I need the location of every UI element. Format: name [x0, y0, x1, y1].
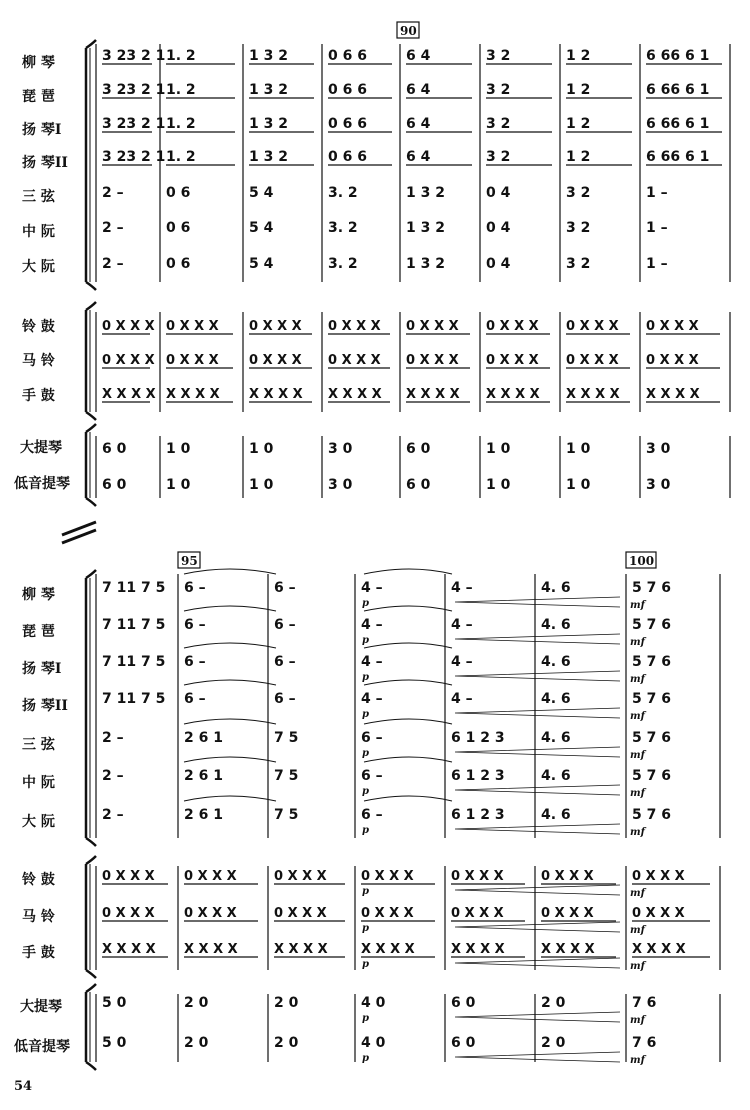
- label2-daruan: 大 阮: [22, 814, 55, 830]
- s1-string-r2-m0: 2 –: [102, 256, 124, 272]
- system1-labels: [14, 54, 70, 492]
- s1-low-r0-m1: 1 0: [166, 441, 191, 457]
- s1-perc-r0-m4: 0 X X X: [406, 319, 459, 334]
- s1-string-r2-m3: 3. 2: [328, 256, 358, 272]
- s2-low-r0-m1: 2 0: [184, 995, 209, 1011]
- s2-plucked-r1-m0: 7 11 7 5: [102, 617, 166, 633]
- s1-perc-r0-m1: 0 X X X: [166, 319, 219, 334]
- s1-plucked-r0-m7: 6 66 6 1: [646, 48, 710, 64]
- s2-dynamic-mf: mf: [630, 827, 645, 838]
- s1-string-r2-m4: 1 3 2: [406, 256, 445, 272]
- s2-perc-r2-m5: X X X X: [541, 942, 595, 957]
- s2-plucked-r2-m4: 4 –: [451, 654, 473, 670]
- s1-string-r0-m2: 5 4: [249, 185, 274, 201]
- label-daruan: 大 阮: [22, 259, 55, 275]
- s2-tie: [184, 757, 276, 762]
- s2-perc-r1-m2: 0 X X X: [274, 906, 327, 921]
- label-shougu: 手 鼓: [22, 388, 55, 404]
- s2-dynamic-mf: mf: [630, 637, 645, 648]
- system2-dynamics: [362, 597, 647, 1066]
- rehearsal-mark-100: 100: [629, 554, 655, 568]
- label2-sanxian: 三 弦: [22, 737, 55, 753]
- s1-string-r2-m1: 0 6: [166, 256, 191, 272]
- s2-crescendo: [455, 785, 620, 795]
- s2-string-r0-m1: 2 6 1: [184, 730, 223, 746]
- system-2: [14, 552, 720, 1070]
- s2-perc-r2-m6: X X X X: [632, 942, 686, 957]
- s1-string-r2-m2: 5 4: [249, 256, 274, 272]
- label2-maling: 马 铃: [22, 909, 55, 925]
- s2-dynamic-mf: mf: [630, 1015, 645, 1026]
- s2-dynamic-mf: mf: [630, 674, 645, 685]
- s2-dynamic-mf: mf: [630, 1055, 645, 1066]
- s2-string-r1-m3: 6 –: [361, 768, 383, 784]
- system2-plucked-rows: [102, 580, 671, 707]
- s2-low-r0-m3: 4 0: [361, 995, 386, 1011]
- s1-string-r1-m7: 1 –: [646, 220, 668, 236]
- label2-bass: 低音提琴: [14, 1039, 70, 1055]
- s2-dynamic-p: p: [362, 1053, 369, 1064]
- s2-string-r1-m0: 2 –: [102, 768, 124, 784]
- s1-plucked-r3-m7: 6 66 6 1: [646, 149, 710, 165]
- s2-perc-r0-m1: 0 X X X: [184, 869, 237, 884]
- s1-perc-r0-m5: 0 X X X: [486, 319, 539, 334]
- label-yangqin2: 扬 琴II: [22, 155, 68, 171]
- s1-plucked-r0-m1: 1. 2: [166, 48, 196, 64]
- s2-plucked-r0-m0: 7 11 7 5: [102, 580, 166, 596]
- s1-perc-r1-m7: 0 X X X: [646, 353, 699, 368]
- label-cello: 大提琴: [20, 440, 62, 456]
- s1-low-r1-m2: 1 0: [249, 477, 274, 493]
- s2-plucked-r1-m4: 4 –: [451, 617, 473, 633]
- s1-low-r0-m5: 1 0: [486, 441, 511, 457]
- s2-tie: [184, 796, 276, 801]
- s2-dynamic-p: p: [362, 748, 369, 759]
- s2-crescendo: [455, 597, 620, 607]
- s1-string-r0-m3: 3. 2: [328, 185, 358, 201]
- s1-plucked-r0-m5: 3 2: [486, 48, 511, 64]
- s2-dynamic-mf: mf: [630, 888, 645, 899]
- s1-low-r0-m7: 3 0: [646, 441, 671, 457]
- s2-dynamic-mf: mf: [630, 600, 645, 611]
- s1-plucked-r3-m4: 6 4: [406, 149, 431, 165]
- s2-dynamic-p: p: [362, 1013, 369, 1024]
- s1-string-r0-m0: 2 –: [102, 185, 124, 201]
- s2-tie: [184, 569, 276, 574]
- s1-string-r1-m1: 0 6: [166, 220, 191, 236]
- s2-perc-r0-m0: 0 X X X: [102, 869, 155, 884]
- s2-crescendo: [455, 671, 620, 681]
- s1-low-r1-m0: 6 0: [102, 477, 127, 493]
- s2-crescendo: [455, 824, 620, 834]
- label-yangqin1: 扬 琴I: [22, 122, 62, 138]
- s2-plucked-r1-m3: 4 –: [361, 617, 383, 633]
- s2-crescendo: [455, 958, 620, 968]
- system2-labels: [14, 586, 70, 1055]
- s2-plucked-r2-m5: 4. 6: [541, 654, 571, 670]
- s1-plucked-r2-m4: 6 4: [406, 116, 431, 132]
- s2-plucked-r1-m1: 6 –: [184, 617, 206, 633]
- s1-perc-r1-m1: 0 X X X: [166, 353, 219, 368]
- s1-string-r1-m6: 3 2: [566, 220, 591, 236]
- s1-string-r2-m6: 3 2: [566, 256, 591, 272]
- s2-dynamic-p: p: [362, 825, 369, 836]
- s2-low-r0-m6: 7 6: [632, 995, 657, 1011]
- s2-plucked-r0-m3: 4 –: [361, 580, 383, 596]
- rehearsal-mark-90: 90: [400, 24, 417, 38]
- s2-crescendo: [455, 1012, 620, 1022]
- s2-string-r2-m4: 6 1 2 3: [451, 807, 505, 823]
- s2-perc-r2-m3: X X X X: [361, 942, 415, 957]
- s2-low-r1-m3: 4 0: [361, 1035, 386, 1051]
- s2-string-r0-m4: 6 1 2 3: [451, 730, 505, 746]
- s2-perc-r0-m5: 0 X X X: [541, 869, 594, 884]
- s2-dynamic-p: p: [362, 959, 369, 970]
- s1-perc-r2-m4: X X X X: [406, 387, 460, 402]
- s1-plucked-r1-m7: 6 66 6 1: [646, 82, 710, 98]
- s1-perc-r1-m2: 0 X X X: [249, 353, 302, 368]
- s2-string-r1-m6: 5 7 6: [632, 768, 671, 784]
- label-pipa: 琵 琶: [22, 89, 55, 105]
- s2-plucked-r1-m2: 6 –: [274, 617, 296, 633]
- s2-low-r1-m4: 6 0: [451, 1035, 476, 1051]
- s1-string-r0-m1: 0 6: [166, 185, 191, 201]
- s1-string-r1-m4: 1 3 2: [406, 220, 445, 236]
- s2-perc-r0-m6: 0 X X X: [632, 869, 685, 884]
- s2-string-r0-m5: 4. 6: [541, 730, 571, 746]
- s1-plucked-r3-m6: 1 2: [566, 149, 591, 165]
- s1-perc-r0-m0: 0 X X X: [102, 319, 155, 334]
- label2-zhongruan: 中 阮: [22, 775, 55, 791]
- s2-tie: [184, 606, 276, 611]
- system1-plucked-rows: [102, 48, 722, 165]
- s1-low-r0-m6: 1 0: [566, 441, 591, 457]
- s2-string-r2-m2: 7 5: [274, 807, 299, 823]
- s2-plucked-r1-m5: 4. 6: [541, 617, 571, 633]
- s2-low-r0-m4: 6 0: [451, 995, 476, 1011]
- s2-plucked-r3-m3: 4 –: [361, 691, 383, 707]
- s2-string-r2-m6: 5 7 6: [632, 807, 671, 823]
- s2-plucked-r2-m6: 5 7 6: [632, 654, 671, 670]
- s2-plucked-r2-m3: 4 –: [361, 654, 383, 670]
- s2-plucked-r3-m6: 5 7 6: [632, 691, 671, 707]
- s1-plucked-r0-m4: 6 4: [406, 48, 431, 64]
- s2-perc-r1-m6: 0 X X X: [632, 906, 685, 921]
- label-bass: 低音提琴: [14, 476, 70, 492]
- s1-low-r1-m7: 3 0: [646, 477, 671, 493]
- s1-plucked-r0-m0: 3 23 2 1: [102, 48, 166, 64]
- label2-yangqin1: 扬 琴I: [22, 661, 62, 677]
- system1-percussion-rows: [102, 319, 720, 402]
- page-number: 54: [14, 1079, 33, 1094]
- s2-tie: [184, 643, 276, 648]
- s1-string-r1-m2: 5 4: [249, 220, 274, 236]
- s2-perc-r2-m0: X X X X: [102, 942, 156, 957]
- s2-dynamic-p: p: [362, 709, 369, 720]
- s2-perc-r0-m2: 0 X X X: [274, 869, 327, 884]
- system2-string-rows: [102, 730, 671, 823]
- s1-string-r0-m4: 1 3 2: [406, 185, 445, 201]
- s2-perc-r1-m1: 0 X X X: [184, 906, 237, 921]
- s2-crescendo: [455, 708, 620, 718]
- s1-plucked-r1-m3: 0 6 6: [328, 82, 367, 98]
- s2-perc-r1-m5: 0 X X X: [541, 906, 594, 921]
- s2-dynamic-mf: mf: [630, 961, 645, 972]
- s1-string-r1-m0: 2 –: [102, 220, 124, 236]
- s2-string-r1-m5: 4. 6: [541, 768, 571, 784]
- s2-dynamic-mf: mf: [630, 711, 645, 722]
- s2-tie: [184, 680, 276, 685]
- label-maling: 马 铃: [22, 353, 55, 369]
- label2-cello: 大提琴: [20, 999, 62, 1015]
- s2-dynamic-p: p: [362, 786, 369, 797]
- s1-perc-r1-m0: 0 X X X: [102, 353, 155, 368]
- s2-plucked-r3-m5: 4. 6: [541, 691, 571, 707]
- s2-plucked-r1-m6: 5 7 6: [632, 617, 671, 633]
- s1-string-r1-m5: 0 4: [486, 220, 511, 236]
- s1-plucked-r2-m2: 1 3 2: [249, 116, 288, 132]
- s1-low-r0-m3: 3 0: [328, 441, 353, 457]
- s2-perc-r1-m0: 0 X X X: [102, 906, 155, 921]
- system1-bass-rows: [102, 441, 671, 493]
- s1-perc-r1-m3: 0 X X X: [328, 353, 381, 368]
- s1-low-r0-m0: 6 0: [102, 441, 127, 457]
- s1-perc-r0-m6: 0 X X X: [566, 319, 619, 334]
- s2-low-r0-m0: 5 0: [102, 995, 127, 1011]
- system1-string-rows: [102, 185, 668, 272]
- s2-plucked-r2-m2: 6 –: [274, 654, 296, 670]
- s2-low-r1-m2: 2 0: [274, 1035, 299, 1051]
- s1-plucked-r2-m3: 0 6 6: [328, 116, 367, 132]
- s1-perc-r2-m1: X X X X: [166, 387, 220, 402]
- s1-perc-r0-m2: 0 X X X: [249, 319, 302, 334]
- s2-dynamic-p: p: [362, 598, 369, 609]
- label2-shougu: 手 鼓: [22, 945, 55, 961]
- s2-string-r2-m3: 6 –: [361, 807, 383, 823]
- s1-plucked-r3-m1: 1. 2: [166, 149, 196, 165]
- s1-perc-r0-m3: 0 X X X: [328, 319, 381, 334]
- s1-string-r2-m5: 0 4: [486, 256, 511, 272]
- s2-dynamic-p: p: [362, 635, 369, 646]
- s1-plucked-r0-m2: 1 3 2: [249, 48, 288, 64]
- s2-dynamic-mf: mf: [630, 750, 645, 761]
- s2-perc-r2-m2: X X X X: [274, 942, 328, 957]
- s1-perc-r1-m6: 0 X X X: [566, 353, 619, 368]
- s1-perc-r0-m7: 0 X X X: [646, 319, 699, 334]
- s2-string-r0-m6: 5 7 6: [632, 730, 671, 746]
- s2-string-r2-m5: 4. 6: [541, 807, 571, 823]
- s1-string-r0-m6: 3 2: [566, 185, 591, 201]
- s1-string-r2-m7: 1 –: [646, 256, 668, 272]
- s1-plucked-r2-m7: 6 66 6 1: [646, 116, 710, 132]
- s2-tie: [184, 719, 276, 724]
- s1-low-r1-m1: 1 0: [166, 477, 191, 493]
- label2-liuqin: 柳 琴: [22, 587, 55, 603]
- s1-perc-r2-m5: X X X X: [486, 387, 540, 402]
- label2-lingu: 铃 鼓: [22, 872, 55, 888]
- s2-crescendo: [455, 1052, 620, 1062]
- s2-string-r0-m0: 2 –: [102, 730, 124, 746]
- s2-plucked-r3-m0: 7 11 7 5: [102, 691, 166, 707]
- s2-low-r1-m5: 2 0: [541, 1035, 566, 1051]
- s2-plucked-r0-m4: 4 –: [451, 580, 473, 596]
- rehearsal-mark-95: 95: [181, 554, 198, 568]
- s1-plucked-r1-m2: 1 3 2: [249, 82, 288, 98]
- s2-tie: [364, 680, 452, 685]
- s1-perc-r1-m5: 0 X X X: [486, 353, 539, 368]
- label2-yangqin2: 扬 琴II: [22, 698, 68, 714]
- s2-crescendo: [455, 747, 620, 757]
- s1-low-r0-m2: 1 0: [249, 441, 274, 457]
- s2-perc-r2-m1: X X X X: [184, 942, 238, 957]
- s2-low-r1-m1: 2 0: [184, 1035, 209, 1051]
- s2-string-r1-m1: 2 6 1: [184, 768, 223, 784]
- s2-crescendo: [455, 922, 620, 932]
- s2-string-r0-m2: 7 5: [274, 730, 299, 746]
- s2-dynamic-p: p: [362, 923, 369, 934]
- s2-low-r1-m0: 5 0: [102, 1035, 127, 1051]
- system-1: [14, 22, 730, 506]
- s1-low-r1-m4: 6 0: [406, 477, 431, 493]
- s1-plucked-r0-m6: 1 2: [566, 48, 591, 64]
- s2-low-r0-m2: 2 0: [274, 995, 299, 1011]
- s1-low-r1-m3: 3 0: [328, 477, 353, 493]
- s1-string-r0-m7: 1 –: [646, 185, 668, 201]
- s2-string-r2-m1: 2 6 1: [184, 807, 223, 823]
- s1-plucked-r3-m2: 1 3 2: [249, 149, 288, 165]
- s1-plucked-r1-m4: 6 4: [406, 82, 431, 98]
- label-sanxian: 三 弦: [22, 189, 55, 205]
- s2-dynamic-p: p: [362, 672, 369, 683]
- s2-plucked-r0-m1: 6 –: [184, 580, 206, 596]
- s1-perc-r2-m2: X X X X: [249, 387, 303, 402]
- s2-plucked-r3-m4: 4 –: [451, 691, 473, 707]
- s2-perc-r1-m4: 0 X X X: [451, 906, 504, 921]
- s2-plucked-r2-m0: 7 11 7 5: [102, 654, 166, 670]
- label-lingu: 铃 鼓: [22, 319, 55, 335]
- s1-plucked-r1-m1: 1. 2: [166, 82, 196, 98]
- s2-crescendo: [455, 885, 620, 895]
- s1-plucked-r1-m5: 3 2: [486, 82, 511, 98]
- s1-low-r0-m4: 6 0: [406, 441, 431, 457]
- s2-plucked-r2-m1: 6 –: [184, 654, 206, 670]
- s1-perc-r2-m3: X X X X: [328, 387, 382, 402]
- s2-dynamic-mf: mf: [630, 925, 645, 936]
- s1-perc-r2-m6: X X X X: [566, 387, 620, 402]
- s1-plucked-r0-m3: 0 6 6: [328, 48, 367, 64]
- system2-percussion-rows: [102, 869, 710, 957]
- s2-tie: [364, 796, 452, 801]
- s2-plucked-r0-m2: 6 –: [274, 580, 296, 596]
- label2-pipa: 琵 琶: [22, 624, 55, 640]
- s2-dynamic-p: p: [362, 886, 369, 897]
- s1-plucked-r1-m6: 1 2: [566, 82, 591, 98]
- s2-crescendo: [455, 634, 620, 644]
- s1-low-r1-m6: 1 0: [566, 477, 591, 493]
- s1-plucked-r2-m0: 3 23 2 1: [102, 116, 166, 132]
- s2-string-r1-m4: 6 1 2 3: [451, 768, 505, 784]
- s2-dynamic-mf: mf: [630, 788, 645, 799]
- s2-tie: [364, 606, 452, 611]
- s1-plucked-r3-m5: 3 2: [486, 149, 511, 165]
- s2-plucked-r3-m1: 6 –: [184, 691, 206, 707]
- s1-string-r1-m3: 3. 2: [328, 220, 358, 236]
- system2-bass-rows: [102, 995, 656, 1051]
- s2-low-r1-m6: 7 6: [632, 1035, 657, 1051]
- s1-perc-r2-m0: X X X X: [102, 387, 156, 402]
- s2-string-r2-m0: 2 –: [102, 807, 124, 823]
- s2-tie: [364, 757, 452, 762]
- s1-perc-r1-m4: 0 X X X: [406, 353, 459, 368]
- s1-plucked-r3-m3: 0 6 6: [328, 149, 367, 165]
- s1-perc-r2-m7: X X X X: [646, 387, 700, 402]
- label-zhongruan: 中 阮: [22, 224, 55, 240]
- s2-perc-r1-m3: 0 X X X: [361, 906, 414, 921]
- s1-plucked-r3-m0: 3 23 2 1: [102, 149, 166, 165]
- label-liuqin: 柳 琴: [22, 55, 55, 71]
- s1-plucked-r2-m6: 1 2: [566, 116, 591, 132]
- s2-tie: [364, 643, 452, 648]
- s2-plucked-r0-m5: 4. 6: [541, 580, 571, 596]
- s2-plucked-r3-m2: 6 –: [274, 691, 296, 707]
- s2-perc-r2-m4: X X X X: [451, 942, 505, 957]
- s1-plucked-r2-m1: 1. 2: [166, 116, 196, 132]
- s2-perc-r0-m3: 0 X X X: [361, 869, 414, 884]
- s1-string-r0-m5: 0 4: [486, 185, 511, 201]
- s1-plucked-r1-m0: 3 23 2 1: [102, 82, 166, 98]
- s2-tie: [364, 569, 452, 574]
- s2-low-r0-m5: 2 0: [541, 995, 566, 1011]
- s1-plucked-r2-m5: 3 2: [486, 116, 511, 132]
- s1-low-r1-m5: 1 0: [486, 477, 511, 493]
- s2-string-r1-m2: 7 5: [274, 768, 299, 784]
- s2-string-r0-m3: 6 –: [361, 730, 383, 746]
- s2-plucked-r0-m6: 5 7 6: [632, 580, 671, 596]
- s2-perc-r0-m4: 0 X X X: [451, 869, 504, 884]
- s2-tie: [364, 719, 452, 724]
